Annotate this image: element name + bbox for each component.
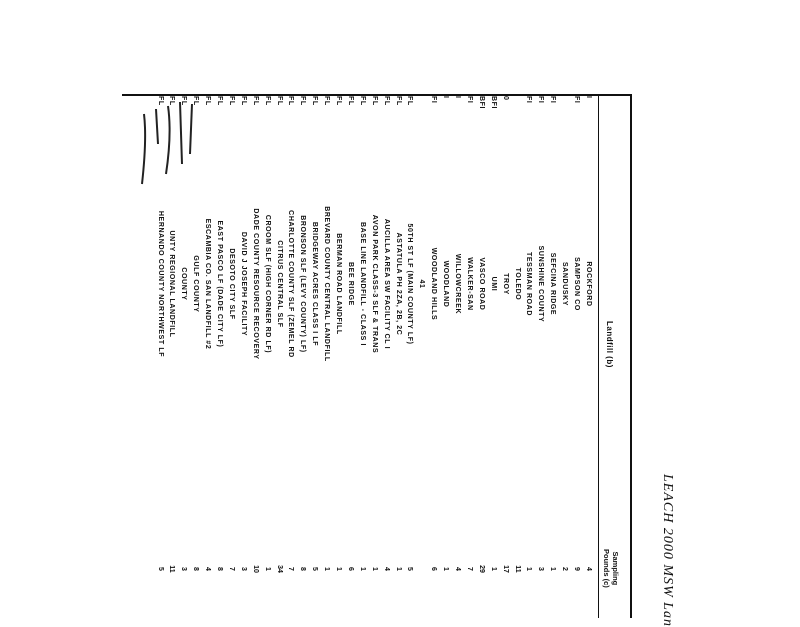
landfill-name-cell: DAVID J JOSEPH FACILITY (239, 231, 247, 337)
table-row (581, 94, 592, 618)
table-row (307, 94, 318, 618)
table-row (224, 94, 235, 618)
landfill-name-cell: SUNSHINE COUNTY (537, 245, 545, 323)
landfill-name-cell: AUCILLA AREA SW FACILITY CL I (382, 218, 390, 350)
table-row (212, 94, 223, 618)
state-cell: FI (537, 96, 545, 104)
state-cell: BFI (489, 96, 497, 110)
table-row (379, 94, 390, 618)
table-row (403, 94, 414, 618)
pounds-count-cell: 1 (394, 567, 402, 571)
pounds-count-cell: 1 (358, 567, 366, 571)
state-cell: FI (549, 96, 557, 104)
state-cell: FL (311, 96, 319, 106)
pounds-count-cell: 1 (335, 567, 343, 571)
landfill-name-cell: SAMPSON CO (573, 257, 581, 311)
state-cell: FL (168, 96, 176, 106)
table-row (533, 94, 544, 618)
landfill-name-cell: TOLEDO (513, 267, 521, 301)
pounds-count-cell: 11 (168, 565, 176, 573)
landfill-name-cell: GULF COUNTY (192, 255, 200, 313)
landfill-name-cell: TROY (501, 273, 509, 295)
table-row (236, 94, 247, 618)
table-row (569, 94, 580, 618)
landfill-name-cell: BRONSON SLF (LEVY COUNTY) LF) (299, 215, 307, 353)
landfill-name-cell: BREVARD COUNTY CENTRAL LANDFILL (323, 206, 331, 362)
landfill-table-page (122, 94, 675, 627)
state-cell: FL (228, 96, 235, 106)
landfill-name-cell: TESSMAN ROAD (525, 252, 533, 316)
pounds-count-cell: 4 (585, 567, 592, 571)
table-row (391, 94, 402, 618)
state-cell: FI (573, 96, 581, 104)
pounds-count-cell: 1 (525, 567, 533, 571)
landfill-name-cell: EAST PASCO LF (DADE CITY LF) (216, 220, 224, 348)
state-cell: FL (347, 96, 354, 106)
state-cell: I (585, 96, 592, 99)
state-cell: FI (466, 96, 473, 104)
pounds-column-header (602, 549, 620, 588)
state-cell: FI (430, 96, 438, 104)
handwritten-scribble-mark (122, 94, 202, 214)
pounds-count-cell: 17 (501, 565, 509, 573)
state-cell: BFI (477, 96, 485, 110)
landfill-name-cell: DESOTO CITY SLF (228, 248, 235, 320)
pounds-count-cell: 4 (382, 567, 390, 571)
state-cell: FL (406, 96, 414, 106)
table-row (319, 94, 330, 618)
pounds-count-cell: 1 (489, 567, 497, 571)
table-row (355, 94, 366, 618)
pounds-count-cell: 4 (454, 567, 462, 571)
table-row (343, 94, 354, 618)
landfill-name-cell: COUNTY (180, 267, 188, 301)
document-title: LEACH 2000 MSW Lan (660, 474, 675, 627)
table-row (510, 94, 521, 618)
pounds-count-cell: 1 (442, 567, 450, 571)
state-cell: FL (287, 96, 295, 106)
table-row (260, 94, 271, 618)
state-cell: I (442, 96, 450, 99)
state-cell: FL (394, 96, 402, 106)
pounds-count-cell: 3 (180, 567, 188, 571)
landfill-name-cell: CROOM SLF (HIGH CORNER RD LF) (263, 214, 271, 354)
table-row (438, 94, 449, 618)
landfill-name-cell: 50TH ST LF (MAIN COUNTY LF) (406, 223, 414, 345)
pounds-count-cell: 8 (192, 567, 200, 571)
pounds-count-cell: 29 (477, 565, 485, 573)
landfill-name-cell: ESCAMBIA CO. SAN LANDFILL #2 (204, 218, 212, 350)
table-row (331, 94, 342, 618)
state-cell: FL (382, 96, 390, 106)
state-cell: FL (251, 96, 259, 106)
table-row (474, 94, 485, 618)
pounds-count-cell: 4 (204, 567, 212, 571)
landfill-name-cell: BRIDGEWAY ACRES CLASS I LF (311, 221, 319, 347)
state-cell: FL (216, 96, 224, 106)
table-row (248, 94, 259, 618)
pounds-count-cell: 8 (299, 567, 307, 571)
table-row (462, 94, 473, 618)
state-cell: FL (204, 96, 212, 106)
state-cell: FL (370, 96, 378, 106)
pounds-count-cell: 9 (573, 567, 581, 571)
top-border-line (631, 94, 633, 618)
pounds-count-cell: 5 (156, 567, 164, 571)
state-cell: FL (275, 96, 283, 106)
table-row (272, 94, 283, 618)
state-cell: FL (263, 96, 271, 106)
landfill-name-cell: ROCKFORD (585, 261, 592, 307)
state-cell: FL (358, 96, 366, 106)
table-row (498, 94, 509, 618)
table-row (486, 94, 497, 618)
landfill-name-cell: ASTATULA PH 2ZA, 2B, 2C (394, 232, 402, 336)
pounds-count-cell: 34 (275, 565, 283, 573)
pounds-count-cell: 8 (216, 567, 224, 571)
landfill-name-cell: CHARLOTTE COUNTY SLF (ZEMEL RD (287, 210, 295, 358)
state-cell: FL (239, 96, 247, 106)
table-row (450, 94, 461, 618)
pounds-count-cell: 1 (370, 567, 378, 571)
pounds-count-cell: 5 (406, 567, 414, 571)
pounds-count-cell: 7 (228, 567, 235, 571)
landfill-name-cell: AVON PARK CLASS-3 SLF & TRANS (370, 214, 378, 354)
pounds-count-cell: 3 (537, 567, 545, 571)
table-row (414, 94, 425, 618)
landfill-name-cell: UMI (489, 276, 497, 292)
landfill-name-cell: WILLOWCREEK (454, 253, 462, 315)
landfill-name-cell: HERNANDO COUNTY NORTHWEST LF (156, 210, 164, 358)
pounds-header-line1: Sampling (611, 551, 620, 586)
pounds-count-cell: 5 (311, 567, 319, 571)
table-row (284, 94, 295, 618)
state-cell: FI (525, 96, 533, 104)
table-row (522, 94, 533, 618)
landfill-name-cell: 41 (418, 279, 426, 289)
state-cell: 0 (501, 96, 509, 101)
state-cell: FL (323, 96, 331, 106)
pounds-count-cell: 1 (323, 567, 331, 571)
state-cell: I (454, 96, 462, 99)
table-row (426, 94, 437, 618)
state-cell: FL (180, 96, 188, 106)
landfill-name-cell: BASE LINE LANDFILL - CLASS I (358, 221, 366, 346)
table-row (295, 94, 306, 618)
pounds-count-cell: 6 (347, 567, 354, 571)
landfill-name-cell: CITRUS CENTRAL SLF (275, 240, 283, 328)
landfill-name-cell: SEFCINA RIDGE (549, 252, 557, 316)
landfill-name-cell: BEE RIDGE (347, 262, 354, 306)
table-row (545, 94, 556, 618)
state-cell: FL (192, 96, 200, 106)
landfill-column-header: Landfill (b) (605, 321, 614, 368)
landfill-name-cell: VASCO ROAD (477, 257, 485, 311)
pounds-count-cell: 7 (466, 567, 473, 571)
table-row (557, 94, 568, 618)
pounds-count-cell: 1 (263, 567, 271, 571)
rotated-table-frame (122, 94, 675, 627)
state-cell: FL (156, 96, 164, 106)
landfill-name-cell: UNTY REGIONAL LANDFILL (168, 230, 176, 338)
landfill-name-cell: SANDUSKY (561, 261, 569, 307)
pounds-count-cell: 1 (549, 567, 557, 571)
state-cell: FL (335, 96, 343, 106)
pounds-header-line2: Pounds (c) (602, 549, 611, 588)
pounds-count-cell: 3 (239, 567, 247, 571)
landfill-name-cell: WALKER-SAN (466, 257, 473, 311)
landfill-name-cell: DADE COUNTY RESOURCE RECOVERY (251, 208, 259, 360)
pounds-count-cell: 11 (513, 565, 521, 573)
table-row (367, 94, 378, 618)
header-separator-line (598, 94, 599, 618)
state-cell: FL (299, 96, 307, 106)
landfill-name-cell: BERMAN ROAD LANDFILL (335, 233, 343, 335)
pounds-count-cell: 6 (430, 567, 438, 571)
landfill-name-cell: WOODLAND HILLS (430, 247, 438, 321)
pounds-count-cell: 7 (287, 567, 295, 571)
landfill-name-cell: WOODLAND (442, 260, 450, 308)
pounds-count-cell: 10 (251, 565, 259, 573)
pounds-count-cell: 2 (561, 567, 569, 571)
